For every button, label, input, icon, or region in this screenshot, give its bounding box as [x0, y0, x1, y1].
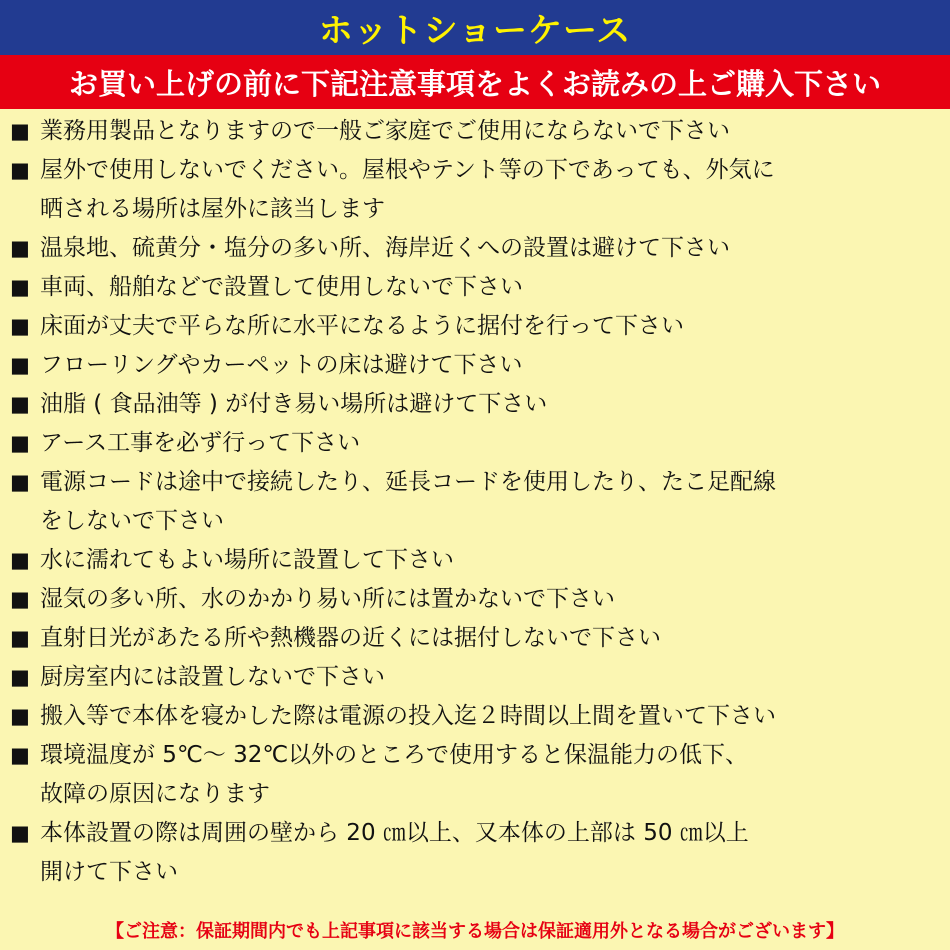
- precaution-text: [40, 697, 940, 736]
- page-subtitle: お買い上げの前に下記注意事項をよくお読みの上ご購入下さい: [68, 66, 881, 101]
- square-bullet-icon: ■: [10, 548, 30, 572]
- precaution-text: [40, 463, 940, 541]
- precaution-text-line: 開けて下さい: [40, 859, 178, 885]
- square-bullet-icon: ■: [10, 470, 30, 494]
- precaution-text: [40, 151, 940, 229]
- square-bullet-icon: ■: [10, 353, 30, 377]
- precaution-text-line: をしないで下さい: [40, 508, 224, 534]
- precaution-text-line: 晒される場所は屋外に該当します: [40, 196, 385, 222]
- precaution-text-line: 本体設置の際は周囲の壁から 20 ㎝以上、又本体の上部は 50 ㎝以上: [40, 820, 749, 846]
- precaution-text: [40, 814, 940, 892]
- precaution-item: [10, 385, 940, 424]
- precaution-item: [10, 346, 940, 385]
- precaution-item: [10, 229, 940, 268]
- precaution-text: [40, 229, 940, 268]
- precaution-text: [40, 658, 940, 697]
- square-bullet-icon: ■: [10, 275, 30, 299]
- subtitle-banner: [0, 55, 950, 109]
- precaution-item: [10, 268, 940, 307]
- precaution-text-line: 車両、船舶などで設置して使用しないで下さい: [40, 274, 523, 300]
- precaution-item: [10, 736, 940, 814]
- square-bullet-icon: ■: [10, 158, 30, 182]
- precaution-text-line: 搬入等で本体を寝かした際は電源の投入迄２時間以上間を置いて下さい: [40, 703, 776, 729]
- precaution-text-line: 直射日光があたる所や熱機器の近くには据付しないで下さい: [40, 625, 661, 651]
- precaution-text: [40, 619, 940, 658]
- precaution-text: [40, 268, 940, 307]
- precaution-text-line: 厨房室内には設置しないで下さい: [40, 664, 385, 690]
- precaution-item: [10, 697, 940, 736]
- precaution-item: [10, 151, 940, 229]
- precaution-text-line: 環境温度が 5℃～ 32℃以外のところで使用すると保温能力の低下、: [40, 742, 748, 768]
- square-bullet-icon: ■: [10, 743, 30, 767]
- precaution-text-line: 故障の原因になります: [40, 781, 270, 807]
- warranty-note: 【ご注意：保証期間内でも上記事項に該当する場合は保証適用外となる場合がございます】: [106, 921, 844, 942]
- precaution-text-line: フローリングやカーペットの床は避けて下さい: [40, 352, 523, 378]
- precaution-text-line: 電源コードは途中で接続したり、延長コードを使用したり、たこ足配線: [40, 469, 776, 495]
- precaution-item: [10, 463, 940, 541]
- precaution-text: [40, 424, 940, 463]
- square-bullet-icon: ■: [10, 314, 30, 338]
- precaution-text-line: 水に濡れてもよい場所に設置して下さい: [40, 547, 454, 573]
- square-bullet-icon: ■: [10, 236, 30, 260]
- precaution-item: [10, 580, 940, 619]
- square-bullet-icon: ■: [10, 587, 30, 611]
- square-bullet-icon: ■: [10, 392, 30, 416]
- precaution-text-line: 床面が丈夫で平らな所に水平になるように据付を行って下さい: [40, 313, 684, 339]
- precaution-list: [10, 112, 940, 892]
- precaution-text: [40, 580, 940, 619]
- precaution-item: [10, 814, 940, 892]
- precaution-text-line: 業務用製品となりますので一般ご家庭でご使用にならないで下さい: [40, 118, 730, 144]
- square-bullet-icon: ■: [10, 821, 30, 845]
- square-bullet-icon: ■: [10, 665, 30, 689]
- precaution-text-line: 温泉地、硫黄分・塩分の多い所、海岸近くへの設置は避けて下さい: [40, 235, 730, 261]
- precaution-text: [40, 346, 940, 385]
- page-title: ホットショーケース: [318, 11, 632, 51]
- precaution-text-line: 油脂 ( 食品油等 ) が付き易い場所は避けて下さい: [40, 391, 548, 417]
- precaution-item: [10, 424, 940, 463]
- precaution-text: [40, 385, 940, 424]
- precaution-text: [40, 307, 940, 346]
- square-bullet-icon: ■: [10, 626, 30, 650]
- precaution-item: [10, 112, 940, 151]
- square-bullet-icon: ■: [10, 431, 30, 455]
- precaution-text: [40, 541, 940, 580]
- precaution-item: [10, 307, 940, 346]
- title-banner: [0, 0, 950, 55]
- footer-notice: [0, 914, 950, 946]
- precaution-text-line: アース工事を必ず行って下さい: [40, 430, 361, 456]
- precaution-item: [10, 658, 940, 697]
- precaution-text-line: 湿気の多い所、水のかかり易い所には置かないで下さい: [40, 586, 615, 612]
- square-bullet-icon: ■: [10, 704, 30, 728]
- precaution-text: [40, 736, 940, 814]
- precaution-item: [10, 541, 940, 580]
- precaution-text: [40, 112, 940, 151]
- precaution-item: [10, 619, 940, 658]
- square-bullet-icon: ■: [10, 119, 30, 143]
- precaution-text-line: 屋外で使用しないでください。屋根やテント等の下であっても、外気に: [40, 157, 775, 183]
